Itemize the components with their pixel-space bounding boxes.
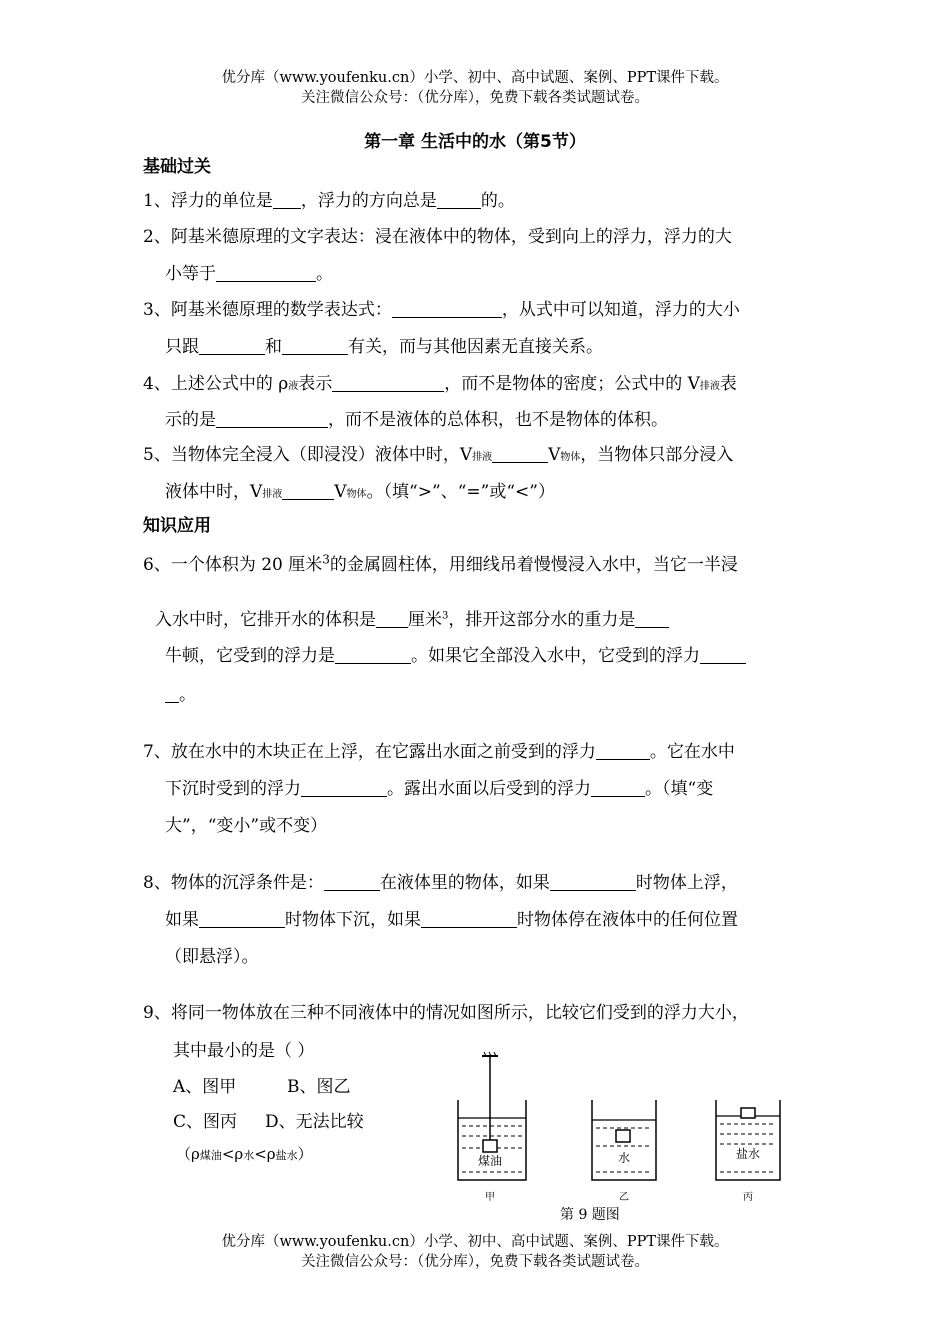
q5-text-c: ，当物体只部分浸入: [580, 445, 734, 465]
q6-text-e: ，排开这部分水的重力是: [448, 610, 636, 630]
q4-sub-2: 排液: [699, 381, 720, 392]
q4-text-d: 表: [719, 374, 737, 394]
header-line-2: 关注微信公众号：（优分库），免费下载各类试题试卷。: [301, 90, 649, 106]
question-1: [143, 186, 515, 211]
q4-blank-2[interactable]: [216, 410, 328, 428]
footer-line-2: 关注微信公众号：（优分库），免费下载各类试题试卷。: [301, 1254, 649, 1270]
q6-blank-1[interactable]: [376, 610, 408, 628]
q7-blank-3[interactable]: [591, 779, 645, 797]
beaker-2-label: 水: [617, 1151, 631, 1165]
question-8-line-1: [143, 868, 738, 893]
q6-blank-3[interactable]: [335, 646, 411, 664]
q4-text-f: ，而不是液体的总体积，也不是物体的体积。: [328, 410, 668, 430]
q8-text-e: 时物体下沉，如果: [285, 910, 421, 930]
q9-density-note: [176, 1143, 313, 1164]
question-3-line-2: [165, 332, 603, 357]
q9-option-d[interactable]: D、无法比较: [265, 1112, 364, 1132]
beaker-3-caption: 丙: [743, 1192, 753, 1203]
beaker-2: [592, 1100, 656, 1203]
q6-text-b: 的金属圆柱体，用细线吊着慢慢浸入水中，当它一半浸: [329, 555, 738, 575]
q5-text-f: 。（填“>”、“=”或“<”）: [366, 482, 555, 502]
question-8-line-2: [165, 905, 738, 930]
q7-blank-2[interactable]: [301, 779, 387, 797]
q5-text-d: 液体中时，V: [165, 482, 263, 502]
q5-text-e: V: [334, 482, 347, 502]
q2-text-a: 小等于: [165, 264, 216, 284]
q3-blank-3[interactable]: [282, 337, 348, 355]
q6-text-g: 。如果它全部没入水中，它受到的浮力: [411, 646, 700, 666]
q5-sub-4: 物体: [346, 489, 367, 500]
q6-blank-2[interactable]: [635, 610, 669, 628]
q8-blank-3[interactable]: [199, 910, 285, 928]
question-6-line-1: [143, 550, 738, 575]
q4-sub-1: 液: [288, 381, 299, 392]
q3-text-d: 和: [265, 337, 282, 357]
q4-text-c: ，而不是物体的密度；公式中的 V: [444, 374, 700, 394]
q8-text-d: 如果: [165, 910, 199, 930]
q9-note-sub-2: 水: [243, 1149, 255, 1162]
q5-blank-2[interactable]: [282, 482, 334, 500]
beaker-1-caption: 甲: [485, 1192, 495, 1203]
q6-text-a: 6、一个体积为 20 厘米: [143, 555, 323, 575]
q3-text-a: 3、阿基米德原理的数学表达式：: [143, 300, 392, 320]
q1-blank-2[interactable]: [437, 191, 481, 209]
beaker-2-caption: 乙: [619, 1192, 629, 1203]
question-3-line-1: [143, 295, 740, 320]
question-7-line-3: 大”，“变小”或不变）: [165, 816, 328, 836]
question-9-line-1: 9、将同一物体放在三种不同液体中的情况如图所示，比较它们受到的浮力大小，: [143, 1003, 749, 1023]
q6-blank-4[interactable]: [700, 646, 746, 664]
q3-blank-1[interactable]: [392, 300, 502, 318]
q8-text-c: 时物体上浮，: [635, 873, 738, 893]
q7-text-a: 7、放在水中的木块正在上浮，在它露出水面之前受到的浮力: [143, 742, 596, 762]
beaker-3: [716, 1100, 780, 1203]
q8-blank-4[interactable]: [421, 910, 517, 928]
q8-text-b: 在液体里的物体，如果: [379, 873, 550, 893]
q5-text-b: V: [548, 445, 561, 465]
question-5-line-2: [165, 477, 555, 502]
q9-note-end: ）: [297, 1145, 313, 1163]
q6-sup: 3: [322, 552, 330, 567]
beaker-1-label: 煤油: [477, 1154, 503, 1168]
question-4-line-2: [165, 405, 668, 430]
question-2-line-2: [165, 259, 333, 284]
q5-blank-1[interactable]: [492, 445, 548, 463]
question-8-line-3: （即悬浮）。: [165, 947, 259, 967]
q7-text-c: 下沉时受到的浮力: [165, 779, 301, 799]
q7-text-b: 。它在水中: [649, 742, 735, 762]
q4-text-b: 表示: [298, 374, 333, 394]
q9-note-sub-1: 煤油: [199, 1149, 222, 1162]
q3-text-c: 只跟: [165, 337, 199, 357]
q9-figure: [440, 1050, 820, 1210]
question-7-line-2: [165, 774, 713, 799]
q7-text-e: 。（填“变: [645, 779, 714, 799]
q9-note-rho-3: <ρ: [254, 1145, 276, 1163]
q7-blank-1[interactable]: [596, 742, 650, 760]
question-7-line-1: [143, 737, 735, 762]
question-6-line-2: [155, 605, 669, 630]
q6-text-d: 厘米: [408, 610, 442, 630]
q9-option-c[interactable]: C、图丙: [173, 1112, 238, 1132]
q4-blank-1[interactable]: [332, 374, 444, 392]
q8-blank-1[interactable]: [324, 873, 380, 891]
footer-line-1: 优分库（www.youfenku.cn）小学、初中、高中试题、案例、PPT课件下载。: [221, 1234, 729, 1250]
beaker-1: [458, 1052, 526, 1203]
q4-text-e: 示的是: [165, 410, 216, 430]
q2-blank-1[interactable]: [216, 264, 316, 282]
q4-text-a: 4、上述公式中的 ρ: [143, 374, 289, 394]
q6-text-f: 牛顿，它受到的浮力是: [165, 646, 335, 666]
question-4-line-1: [143, 369, 737, 394]
question-6-line-4: [165, 680, 196, 705]
question-2-line-1: 2、阿基米德原理的文字表达：浸在液体中的物体，受到向上的浮力，浮力的大: [143, 227, 732, 247]
q1-text-a: 1、浮力的单位是: [143, 191, 273, 211]
figure-caption: 第 9 题图: [560, 1207, 620, 1223]
question-6-line-3: [165, 641, 746, 666]
q2-text-b: 。: [316, 264, 333, 284]
q6-sup-2: 3: [442, 610, 449, 622]
q8-text-f: 时物体停在液体中的任何位置: [517, 910, 738, 930]
question-5-line-1: [143, 440, 733, 465]
section-heading-basic: 基础过关: [143, 157, 211, 177]
q3-blank-2[interactable]: [199, 337, 265, 355]
q9-note-rho-1: （ρ: [176, 1145, 200, 1163]
beaker-3-label: 盐水: [735, 1147, 761, 1161]
q6-text-c: 入水中时，它排开水的体积是: [155, 610, 376, 630]
question-9-line-2: 其中最小的是（ ）: [173, 1041, 315, 1061]
q5-sub-1: 排液: [472, 452, 493, 463]
q1-text-b: ，浮力的方向总是: [300, 191, 437, 211]
section-heading-application: 知识应用: [143, 516, 211, 536]
q8-text-a: 8、物体的沉浮条件是：: [143, 873, 324, 893]
q8-blank-2[interactable]: [550, 873, 636, 891]
q5-sub-2: 物体: [560, 452, 581, 463]
q5-text-a: 5、当物体完全浸入（即浸没）液体中时，V: [143, 445, 473, 465]
q3-text-e: 有关，而与其他因素无直接关系。: [348, 337, 603, 357]
q5-sub-3: 排液: [262, 489, 283, 500]
q6-text-h: 。: [179, 685, 196, 705]
q1-blank-1[interactable]: [273, 191, 301, 209]
q1-text-c: 的。: [480, 191, 515, 211]
q3-text-b: ，从式中可以知道，浮力的大小: [501, 300, 740, 320]
q6-blank-4-cont[interactable]: [165, 685, 179, 703]
header-line-1: 优分库（www.youfenku.cn）小学、初中、高中试题、案例、PPT课件下载。: [221, 70, 729, 86]
q7-text-d: 。露出水面以后受到的浮力: [387, 779, 591, 799]
page-title: 第一章 生活中的水（第5节）: [364, 132, 586, 152]
q9-note-sub-3: 盐水: [275, 1149, 298, 1162]
q9-option-b[interactable]: B、图乙: [287, 1077, 351, 1097]
q9-option-a[interactable]: A、图甲: [173, 1077, 237, 1097]
q9-note-rho-2: <ρ: [221, 1145, 244, 1163]
